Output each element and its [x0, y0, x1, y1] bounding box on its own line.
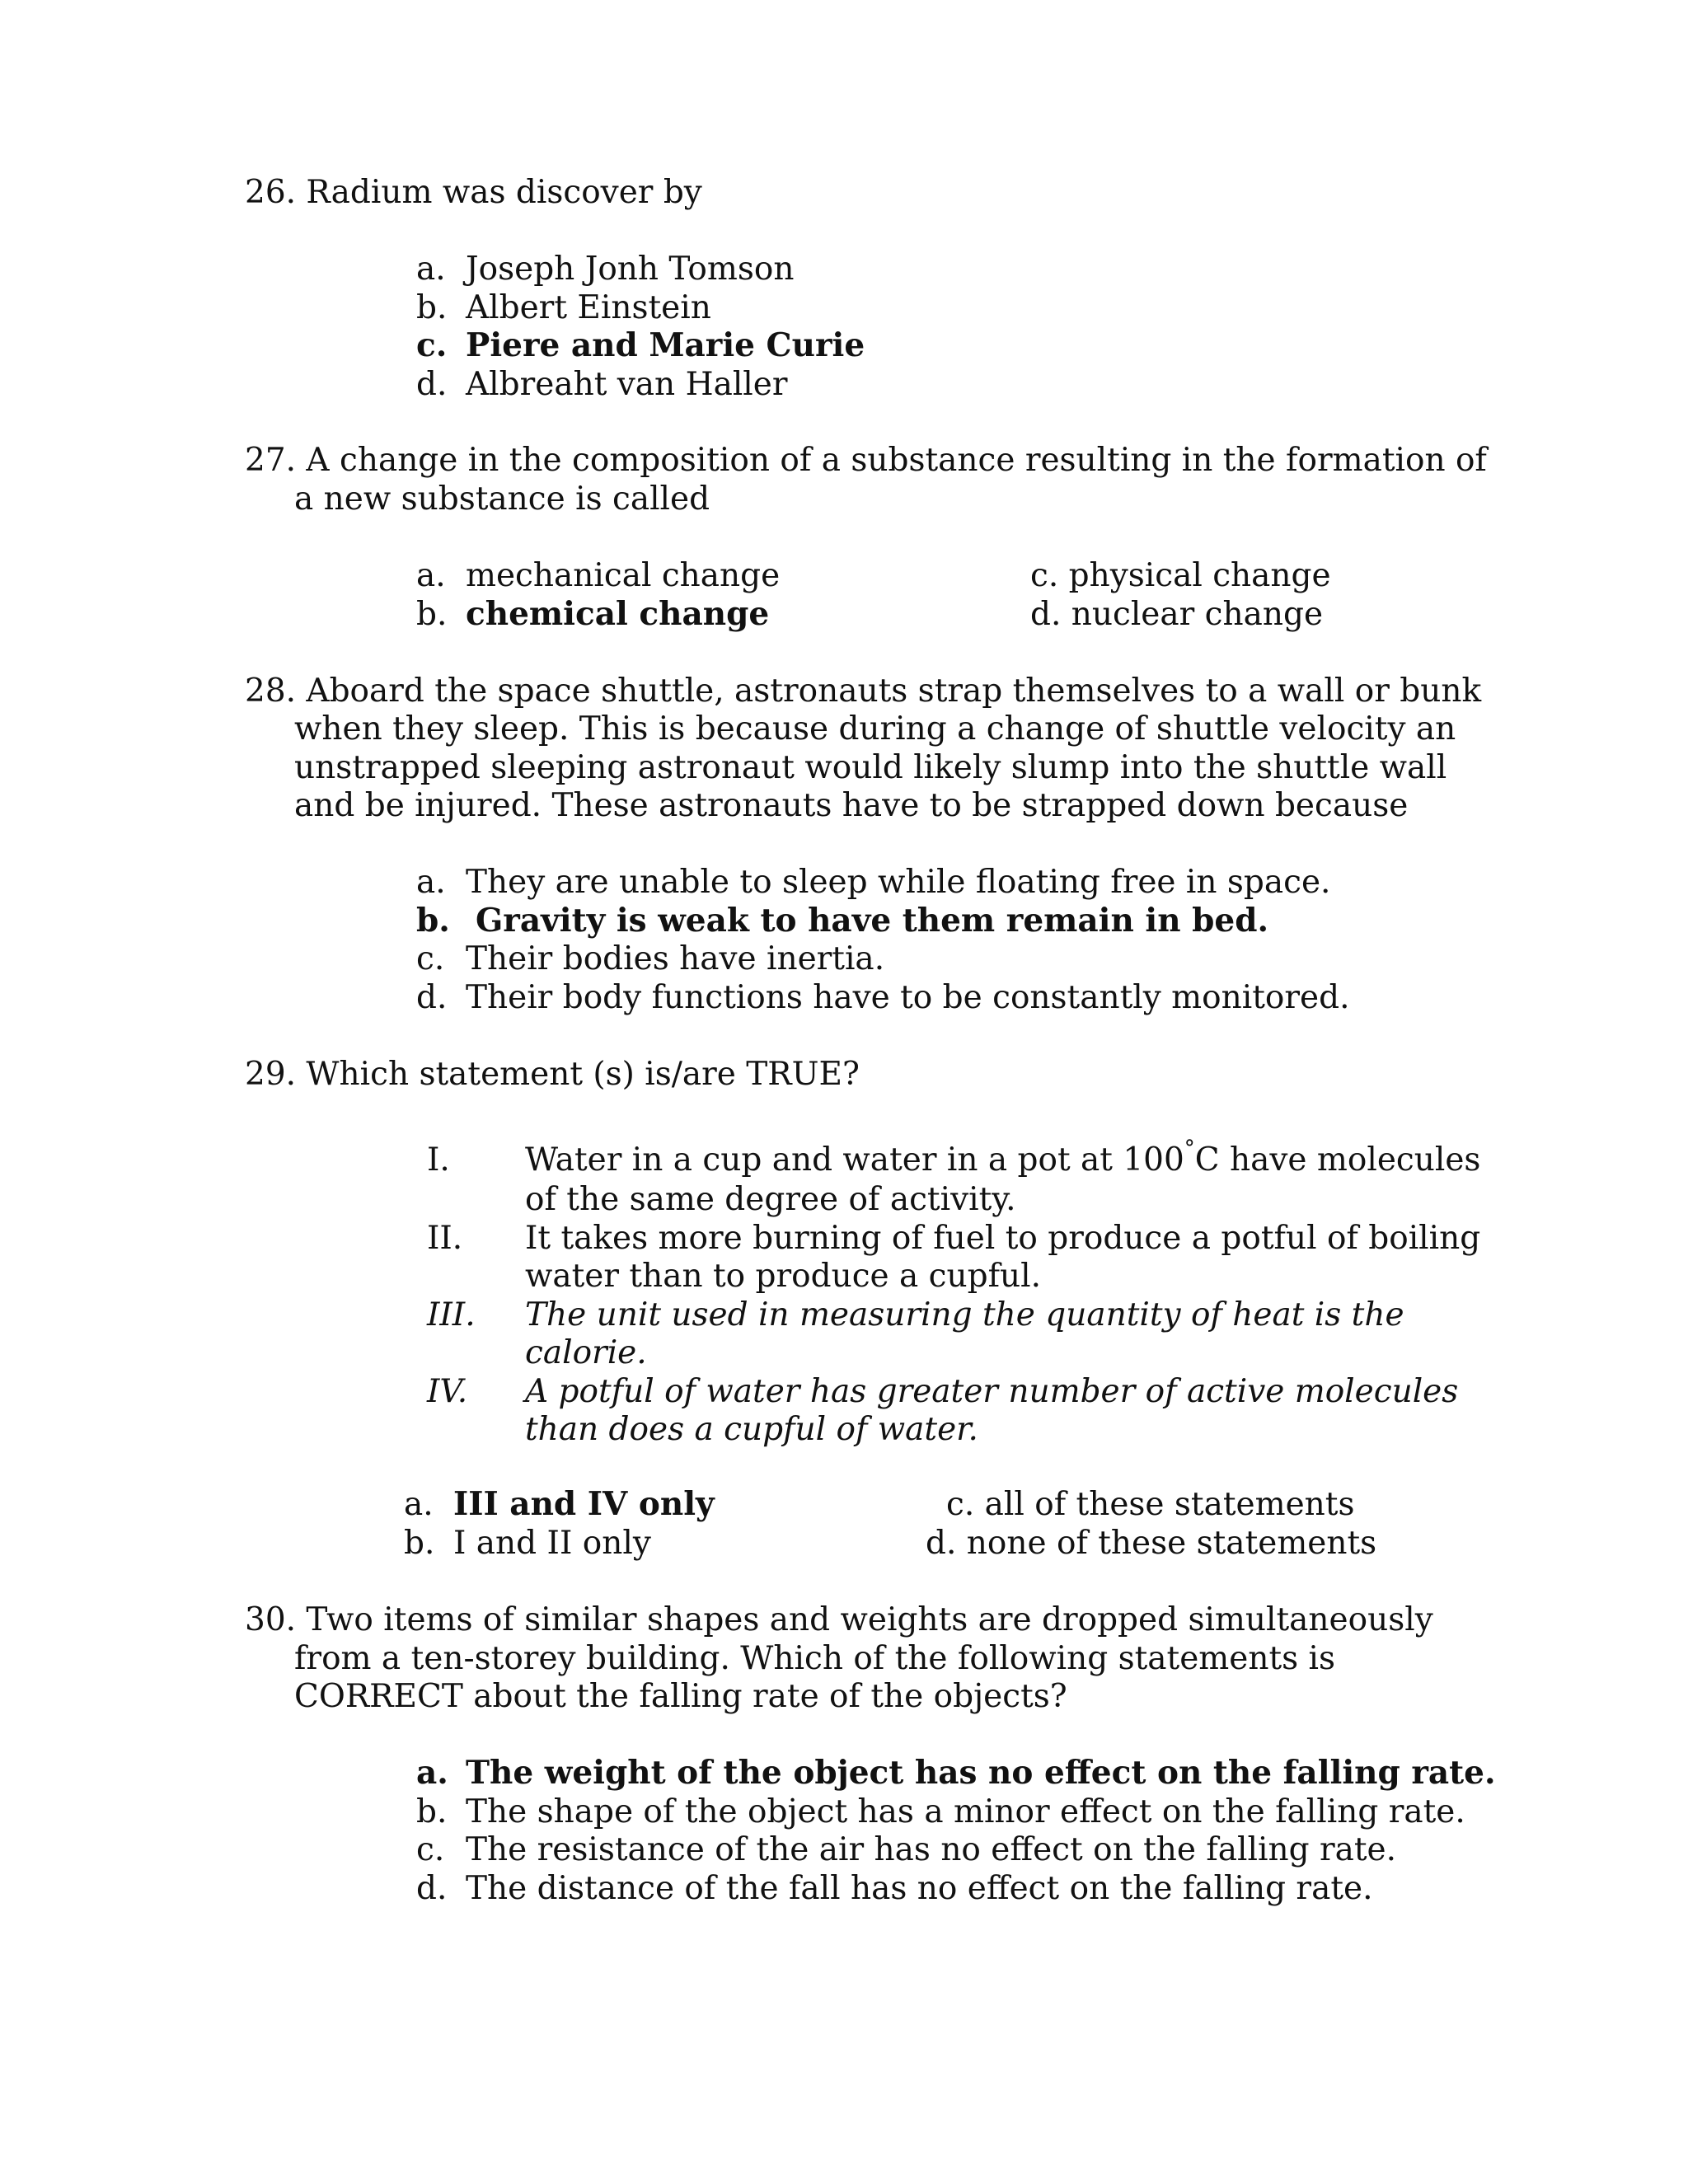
question-28-stem-line-3: unstrapped sleeping astronaut would likely slump into the shuttle wall [294, 749, 1447, 786]
statement-1-line-2: of the same degree of activity. [525, 1181, 1016, 1218]
question-30-option-a: a. The weight of the object has no effect on the falling rate. [416, 1754, 1496, 1792]
question-28-stem-line-2: when they sleep. This is because during a change of shuttle velocity an [294, 710, 1456, 748]
question-26-stem: 26. Radium was discover by [245, 174, 702, 211]
question-26-option-a: a. Joseph Jonh Tomson [416, 251, 795, 288]
statement-3-line-1: The unit used in measuring the quantity of heat is the [525, 1296, 1404, 1333]
question-28-option-b: b. Gravity is weak to have them remain in bed. [416, 902, 1269, 940]
question-26-option-c: c. Piere and Marie Curie [416, 326, 865, 364]
question-29-option-d: d. none of these statements [926, 1525, 1377, 1562]
question-29-option-c: c. all of these statements [946, 1486, 1355, 1523]
question-30-stem-line-2: from a ten-storey building. Which of the following statements is [294, 1640, 1336, 1677]
question-28-option-a: a. They are unable to sleep while floating free in space. [416, 864, 1331, 901]
statement-4-line-1: A potful of water has greater number of active molecules [525, 1373, 1459, 1410]
question-30-option-d: d. The distance of the fall has no effect on the falling rate. [416, 1870, 1373, 1907]
statement-2-line-2: water than to produce a cupful. [525, 1258, 1042, 1295]
statement-3-line-2: calorie. [525, 1334, 647, 1371]
question-27-option-c: c. physical change [1030, 557, 1331, 594]
question-27-option-a: a. mechanical change [416, 557, 781, 594]
statement-2-numeral: II. [427, 1220, 463, 1257]
question-30-stem-line-1: 30. Two items of similar shapes and weights are dropped simultaneously [245, 1601, 1433, 1638]
statement-4-line-2: than does a cupful of water. [525, 1411, 978, 1448]
question-27-option-d: d. nuclear change [1030, 596, 1324, 633]
statement-1-numeral: I. [427, 1141, 450, 1179]
statement-1-line-1: Water in a cup and water in a pot at 100°C have molecules [525, 1137, 1481, 1179]
question-28-option-d: d. Their body functions have to be constantly monitored. [416, 979, 1350, 1016]
question-27-stem-line-2: a new substance is called [294, 480, 710, 518]
degree-symbol: ° [1184, 1137, 1195, 1161]
question-30-option-c: c. The resistance of the air has no effect on the falling rate. [416, 1831, 1396, 1868]
question-29-stem: 29. Which statement (s) is/are TRUE? [245, 1056, 860, 1093]
question-30-stem-line-3: CORRECT about the falling rate of the objects? [294, 1678, 1067, 1715]
question-28-option-c: c. Their bodies have inertia. [416, 940, 885, 977]
question-27-stem-line-1: 27. A change in the composition of a substance resulting in the formation of [245, 442, 1487, 479]
question-30-option-b: b. The shape of the object has a minor effect on the falling rate. [416, 1793, 1465, 1830]
question-29-option-b: b. I and II only [404, 1525, 651, 1562]
question-29-option-a: a. III and IV only [404, 1485, 715, 1523]
question-26-option-b: b. Albert Einstein [416, 289, 711, 326]
question-28-stem-line-1: 28. Aboard the space shuttle, astronauts strap themselves to a wall or bunk [245, 673, 1482, 710]
question-28-stem-line-4: and be injured. These astronauts have to be strapped down because [294, 787, 1409, 824]
statement-4-numeral: IV. [427, 1373, 468, 1410]
question-27-option-b: b. chemical change [416, 595, 770, 633]
statement-2-line-1: It takes more burning of fuel to produce a potful of boiling [525, 1220, 1481, 1257]
statement-3-numeral: III. [427, 1296, 476, 1333]
question-26-option-d: d. Albreaht van Haller [416, 366, 788, 403]
